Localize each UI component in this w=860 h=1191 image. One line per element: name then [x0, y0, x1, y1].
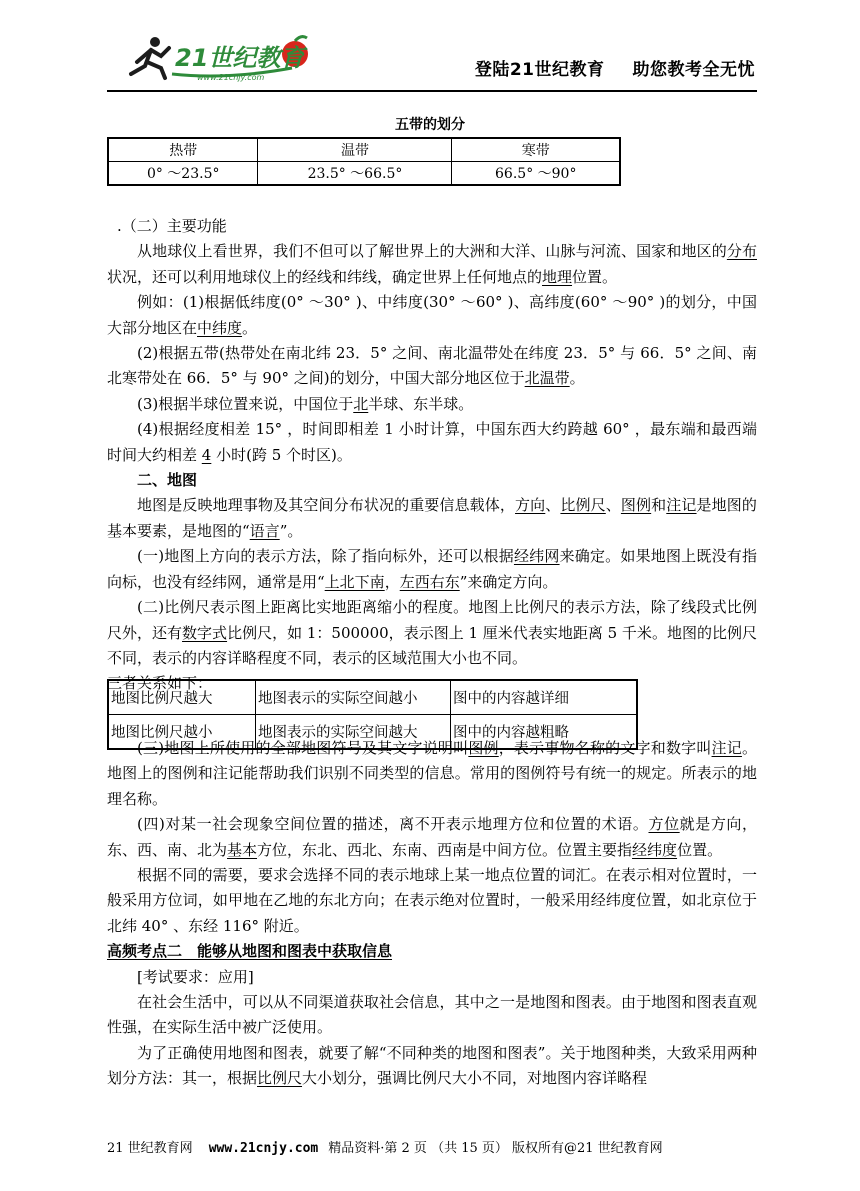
paragraph: (一)地图上方向的表示方法，除了指向标外，还可以根据经纬网来确定。如果地图上既没有指向标，也没有经纬网，通常是用“上北下南，左西右东”来确定方向。	[107, 547, 757, 591]
paragraph: 三者关系如下：	[107, 674, 213, 693]
paragraph: (4)根据经度相差 15° ，时间即相差 1 小时计算，中国东西大约跨越 60° ，最东端和最西端时间大约相差 4 小时(跨 5 个时区)。	[107, 420, 757, 464]
paragraph: (三)地图上所使用的全部地图符号及其文字说明叫图例，表示事物名称的文字和数字叫注记。地图上的图例和注记能帮助我们识别不同类型的信息。常用的图例符号有统一的规定。所表示的地理名称。	[107, 739, 757, 808]
table-header-cell: 热带	[108, 138, 258, 162]
document-body	[107, 214, 757, 697]
logo	[117, 34, 317, 82]
table-row	[108, 162, 620, 186]
paragraph: 例如：(1)根据低纬度(0° ～30° )、中纬度(30° ～60° )、高纬度(60° ～90° )的划分，中国大部分地区在中纬度。	[107, 293, 757, 337]
footer-site: 21 世纪教育网	[107, 1141, 193, 1156]
table-cell: 地图比例尺越大	[108, 680, 256, 715]
table-header-cell: 寒带	[452, 138, 620, 162]
five-zones-table	[107, 137, 621, 186]
header-slogan	[475, 55, 755, 80]
section-heading: .（二）主要功能	[117, 217, 227, 235]
footer-page-info: 精品资料·第 2 页 （共 15 页） 版权所有@21 世纪教育网	[328, 1141, 663, 1156]
paragraph: 根据不同的需要，要求会选择不同的表示地球上某一地点位置的词汇。在表示相对位置时，一般采用方位词，如甲地在乙地的东北方向；在表示绝对位置时，一般采用经纬度位置，如北京位于北纬 40° 、东经 116° 附近。	[107, 866, 757, 935]
footer-url: www.21cnjy.com	[208, 1141, 319, 1156]
paragraph: [考试要求：应用]	[137, 967, 254, 986]
paragraph: (2)根据五带(热带处在南北纬 23．5° 之间、南北温带处在纬度 23．5° 与 66．5° 之间、南北寒带处在 66．5° 与 90° 之间)的划分，中国大部分地区位于北温带。	[107, 344, 757, 388]
table-cell: 地图表示的实际空间越大	[256, 715, 451, 750]
slogan-help: 助您教考全无忧	[632, 60, 755, 80]
logo-text: 21世纪教育	[175, 44, 305, 72]
document-body-2	[107, 736, 757, 1092]
section-heading: 二、地图	[137, 471, 198, 490]
table-header-cell: 温带	[258, 138, 452, 162]
section-heading: 高频考点二 能够从地图和图表中获取信息	[107, 942, 393, 961]
table-cell: 图中的内容越粗略	[451, 715, 638, 750]
page-footer	[107, 1137, 757, 1156]
table-cell: 66.5° ～90°	[452, 162, 620, 186]
paragraph: (四)对某一社会现象空间位置的描述，离不开表示地理方位和位置的术语。方位就是方向，东、西、南、北为基本方位，东北、西北、东南、西南是中间方位。位置主要指经纬度位置。	[107, 815, 757, 859]
paragraph: 从地球仪上看世界，我们不但可以了解世界上的大洲和大洋、山脉与河流、国家和地区的分布状况，还可以利用地球仪上的经线和纬线，确定世界上任何地点的地理位置。	[107, 242, 757, 286]
paragraph: 为了正确使用地图和图表，就要了解“不同种类的地图和图表”。关于地图种类，大致采用两种划分方法：其一，根据比例尺大小划分，强调比例尺大小不同，对地图内容详略程	[107, 1043, 757, 1088]
table-cell: 地图比例尺越小	[108, 715, 256, 750]
runner-icon	[131, 37, 169, 78]
table-row	[108, 680, 637, 715]
table-cell: 0° ～23.5°	[108, 162, 258, 186]
table-cell: 23.5° ～66.5°	[258, 162, 452, 186]
table-cell: 地图表示的实际空间越小	[256, 680, 451, 715]
page-header	[107, 30, 757, 92]
table-row	[108, 138, 620, 162]
table-cell: 图中的内容越详细	[451, 680, 638, 715]
paragraph: (二)比例尺表示图上距离比实地距离缩小的程度。地图上比例尺的表示方法，除了线段式比例尺外，还有数字式比例尺，如 1：500000，表示图上 1 厘米代表实地距离 5 千米。地图的比例尺不同，表示的内容详略程度不同，表示的区域范围大小也不同。	[107, 598, 757, 667]
paragraph: (3)根据半球位置来说，中国位于北半球、东半球。	[137, 394, 474, 413]
table-caption: 五带的划分	[395, 117, 465, 133]
slogan-login: 登陆21世纪教育	[474, 60, 605, 80]
logo-url: www.21cnjy.com	[197, 73, 265, 82]
paragraph: 地图是反映地理事物及其空间分布状况的重要信息载体，方向、比例尺、图例和注记是地图的基本要素，是地图的“语言”。	[107, 496, 757, 540]
paragraph: 在社会生活中，可以从不同渠道获取社会信息，其中之一是地图和图表。由于地图和图表直观性强，在实际生活中被广泛使用。	[107, 993, 757, 1037]
